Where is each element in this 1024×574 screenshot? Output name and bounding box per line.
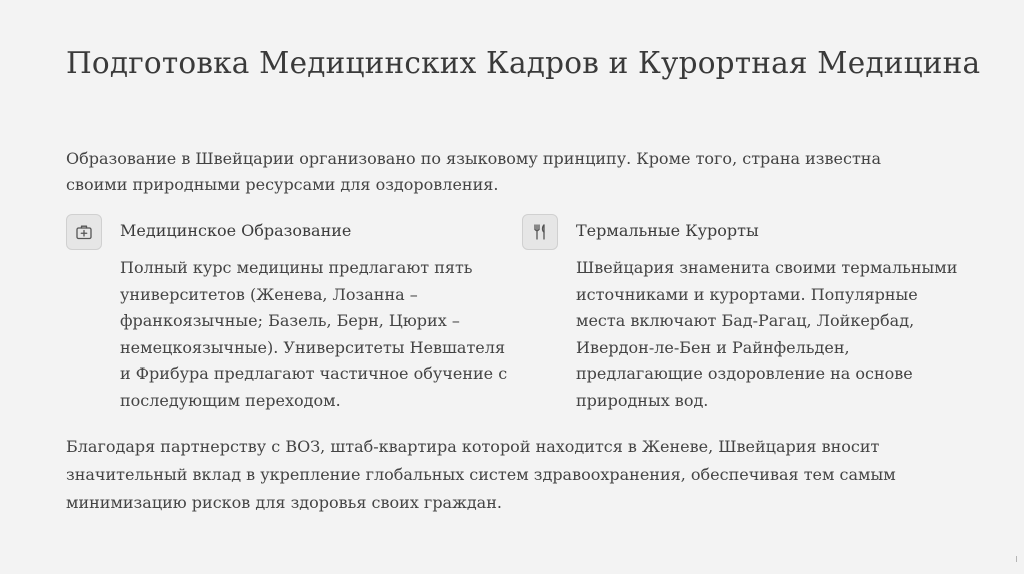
outro-paragraph: Благодаря партнерству с ВОЗ, штаб-квартира которой находится в Женеве, Швейцария вносит значительный вклад в укрепление глобальных систем здравоохранения, обеспечивая тем самым минимизацию рисков для здоровья своих граждан. (66, 437, 896, 512)
slide-marker (1016, 556, 1017, 562)
page-title: Подготовка Медицинских Кадров и Курортная Медицина (66, 46, 981, 80)
fork-knife-icon (522, 214, 558, 250)
card-body: Полный курс медицины предлагают пять университетов (Женева, Лозанна – франкоязычные; Базель, Берн, Цюрих – немецкоязычные). Университеты Невшателя и Фрибура предлагают частичное обучение с последующим переходом. (120, 258, 508, 410)
intro-paragraph: Образование в Швейцарии организовано по языковому принципу. Кроме того, страна известна своими природными ресурсами для оздоровления. (66, 149, 881, 194)
medical-kit-icon (66, 214, 102, 250)
card-heading: Медицинское Образование (120, 221, 352, 240)
card-heading: Термальные Курорты (576, 221, 759, 240)
card-body: Швейцария знаменита своими термальными источниками и курортами. Популярные места включают Бад-Рагац, Лойкербад, Ивердон-ле-Бен и Райнфельден, предлагающие оздоровление на основе природных вод. (576, 258, 958, 410)
